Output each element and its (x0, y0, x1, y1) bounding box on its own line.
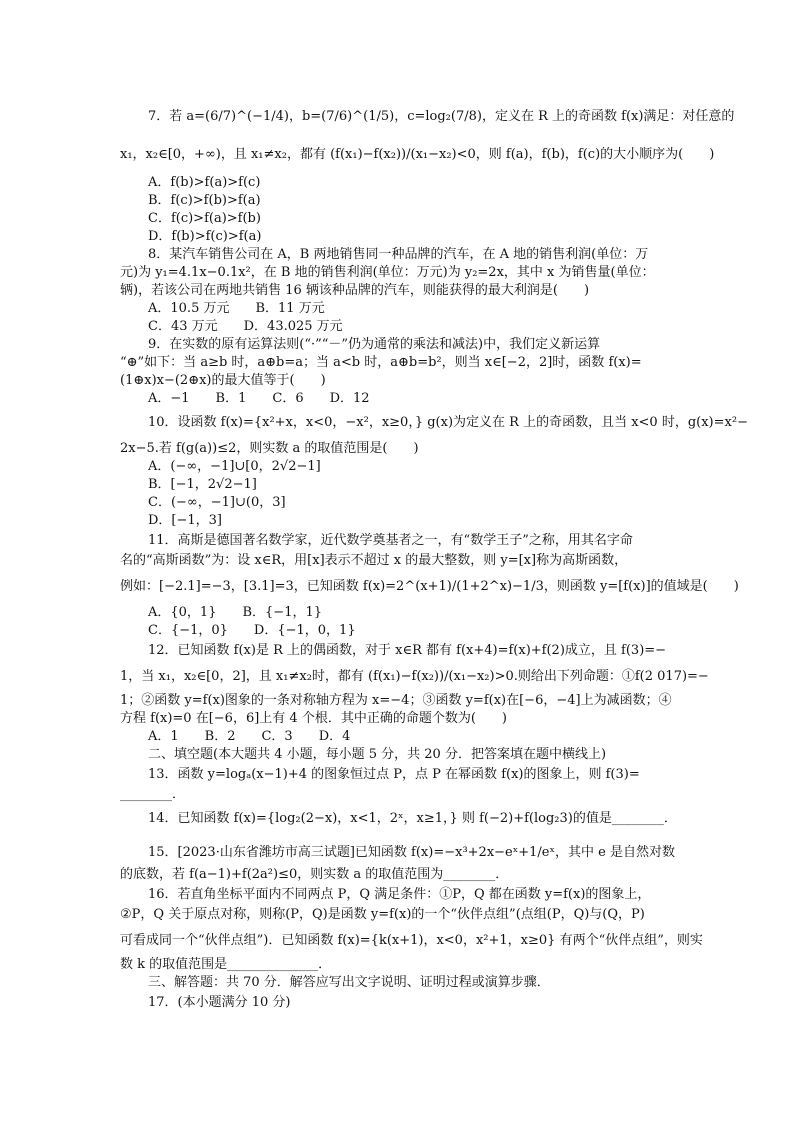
q7-option-a: A．f(b)>f(a)>f(c) (148, 175, 261, 190)
q11-line-2: 名的“高斯函数”为：设 x∈R，用[x]表示不超过 x 的最大整数，则 y=[x]称为高斯函数， (120, 553, 628, 568)
q7-option-b: B．f(c)>f(b)>f(a) (148, 193, 261, 208)
q10-option-b: B．[−1，2√2−1] (148, 477, 257, 492)
q10-option-a: A．(−∞，−1]∪[0，2√2−1] (148, 459, 321, 474)
q7-line-2: x₁，x₂∈[0，+∞)，且 x₁≠x₂，都有 (f(x₁)−f(x₂))/(x₁−x₂)<0，则 f(a)，f(b)，f(c)的大小顺序为( ) (120, 147, 715, 162)
q14-line: 14．已知函数 f(x)={log₂(2−x)，x<1，2ˣ，x≥1，} 则 f(−2)+f(log₂3)的值是________． (148, 811, 677, 826)
q13-line-1: 13．函数 y=logₐ(x−1)+4 的图象恒过点 P，点 P 在幂函数 f(x)的图象上，则 f(3)= (148, 767, 640, 782)
q8-line-2: 元)为 y₁=4.1x−0.1x²，在 B 地的销售利润(单位：万元)为 y₂=2x，其中 x 为销售量(单位： (120, 265, 655, 280)
q9-line-2: “⊕”如下：当 a≥b 时，a⊕b=a；当 a<b 时，a⊕b=b²，则当 x∈[−2，2]时，函数 f(x)= (120, 355, 642, 370)
q10-option-c: C．(−∞，−1]∪(0，3] (148, 495, 286, 510)
q9-line-3: (1⊕x)x−(2⊕x)的最大值等于( ) (120, 373, 326, 388)
q17-heading: 17．(本小题满分 10 分) (148, 995, 291, 1010)
q11-line-1: 11．高斯是德国著名数学家，近代数学奠基者之一，有“数学王子”之称，用其名字命 (148, 533, 633, 548)
section-2-heading: 二、填空题(本大题共 4 小题，每小题 5 分，共 20 分．把答案填在题中横线上) (148, 747, 607, 762)
q11-options-cd: C．{−1，0} D．{−1，0，1} (148, 623, 356, 638)
q7-option-d: D．f(b)>f(c)>f(a) (148, 229, 262, 244)
q13-line-2: ________． (120, 787, 186, 802)
q8-line-1: 8．某汽车销售公司在 A，B 两地销售同一种品牌的汽车，在 A 地的销售利润(单位：万 (148, 247, 649, 262)
q15-line-1: 15．[2023·山东省潍坊市高三试题]已知函数 f(x)=−x³+2x−eˣ+1/eˣ，其中 e 是自然对数 (148, 845, 675, 860)
q7-line-1: 7．若 a=(6/7)^(−1/4)，b=(7/6)^(1/5)，c=log₂(7/8)，定义在 R 上的奇函数 f(x)满足：对任意的 (148, 109, 735, 124)
q10-option-d: D．[−1，3] (148, 513, 223, 528)
q16-line-3: 可看成同一个“伙伴点组”)．已知函数 f(x)={k(x+1)，x<0，x²+1，x≥0} 有两个“伙伴点组”，则实 (120, 933, 703, 948)
q12-line-3: 1；②函数 y=f(x)图象的一条对称轴方程为 x=−4；③函数 y=f(x)在[−6，−4]上为减函数；④ (120, 693, 672, 708)
section-3-heading: 三、解答题：共 70 分．解答应写出文字说明、证明过程或演算步骤． (148, 975, 550, 990)
q7-option-c: C．f(c)>f(a)>f(b) (148, 211, 261, 226)
q16-line-1: 16．若直角坐标平面内不同两点 P，Q 满足条件：①P，Q 都在函数 y=f(x)的图象上， (148, 887, 651, 902)
q12-options: A．1 B．2 C．3 D．4 (148, 729, 351, 744)
q8-options-cd: C．43 万元 D．43.025 万元 (148, 319, 343, 334)
q12-line-4: 方程 f(x)=0 在[−6，6]上有 4 个根．其中正确的命题个数为( ) (120, 711, 507, 726)
q8-line-3: 辆)，若该公司在两地共销售 16 辆该种品牌的汽车，则能获得的最大利润是( ) (120, 283, 590, 298)
q15-line-2: 的底数，若 f(a−1)+f(2a²)≤0，则实数 a 的取值范围为________． (120, 867, 509, 882)
q12-line-1: 12．已知函数 f(x)是 R 上的偶函数，对于 x∈R 都有 f(x+4)=f(x)+f(2)成立，且 f(3)=− (148, 643, 667, 658)
q9-line-1: 9．在实数的原有运算法则(“·”“－”仍为通常的乘法和减法)中，我们定义新运算 (148, 337, 601, 352)
q10-line-1: 10．设函数 f(x)={x²+x，x<0，−x²，x≥0，} g(x)为定义在 R 上的奇函数，且当 x<0 时，g(x)=x²− (148, 415, 748, 430)
q12-line-2: 1，当 x₁，x₂∈[0，2]，且 x₁≠x₂时，都有 (f(x₁)−f(x₂))/(x₁−x₂)>0.则给出下列命题：①f(2 017)=− (120, 669, 709, 684)
q8-options-ab: A．10.5 万元 B．11 万元 (148, 301, 325, 316)
q11-line-3: 例如：[−2.1]=−3，[3.1]=3，已知函数 f(x)=2^(x+1)/(1+2^x)−1/3，则函数 y=[f(x)]的值域是( ) (120, 579, 739, 594)
q16-line-2: ②P，Q 关于原点对称，则称(P，Q)是函数 y=f(x)的一个“伙伴点组”(点组(P，Q)与(Q，P) (120, 907, 645, 922)
q9-options: A．−1 B．1 C．6 D．12 (148, 391, 370, 406)
q16-line-4: 数 k 的取值范围是______________． (120, 957, 332, 972)
q10-line-2: 2x−5.若 f(g(a))≤2，则实数 a 的取值范围是( ) (120, 441, 419, 456)
q11-options-ab: A．{0，1} B．{−1，1} (148, 605, 323, 620)
